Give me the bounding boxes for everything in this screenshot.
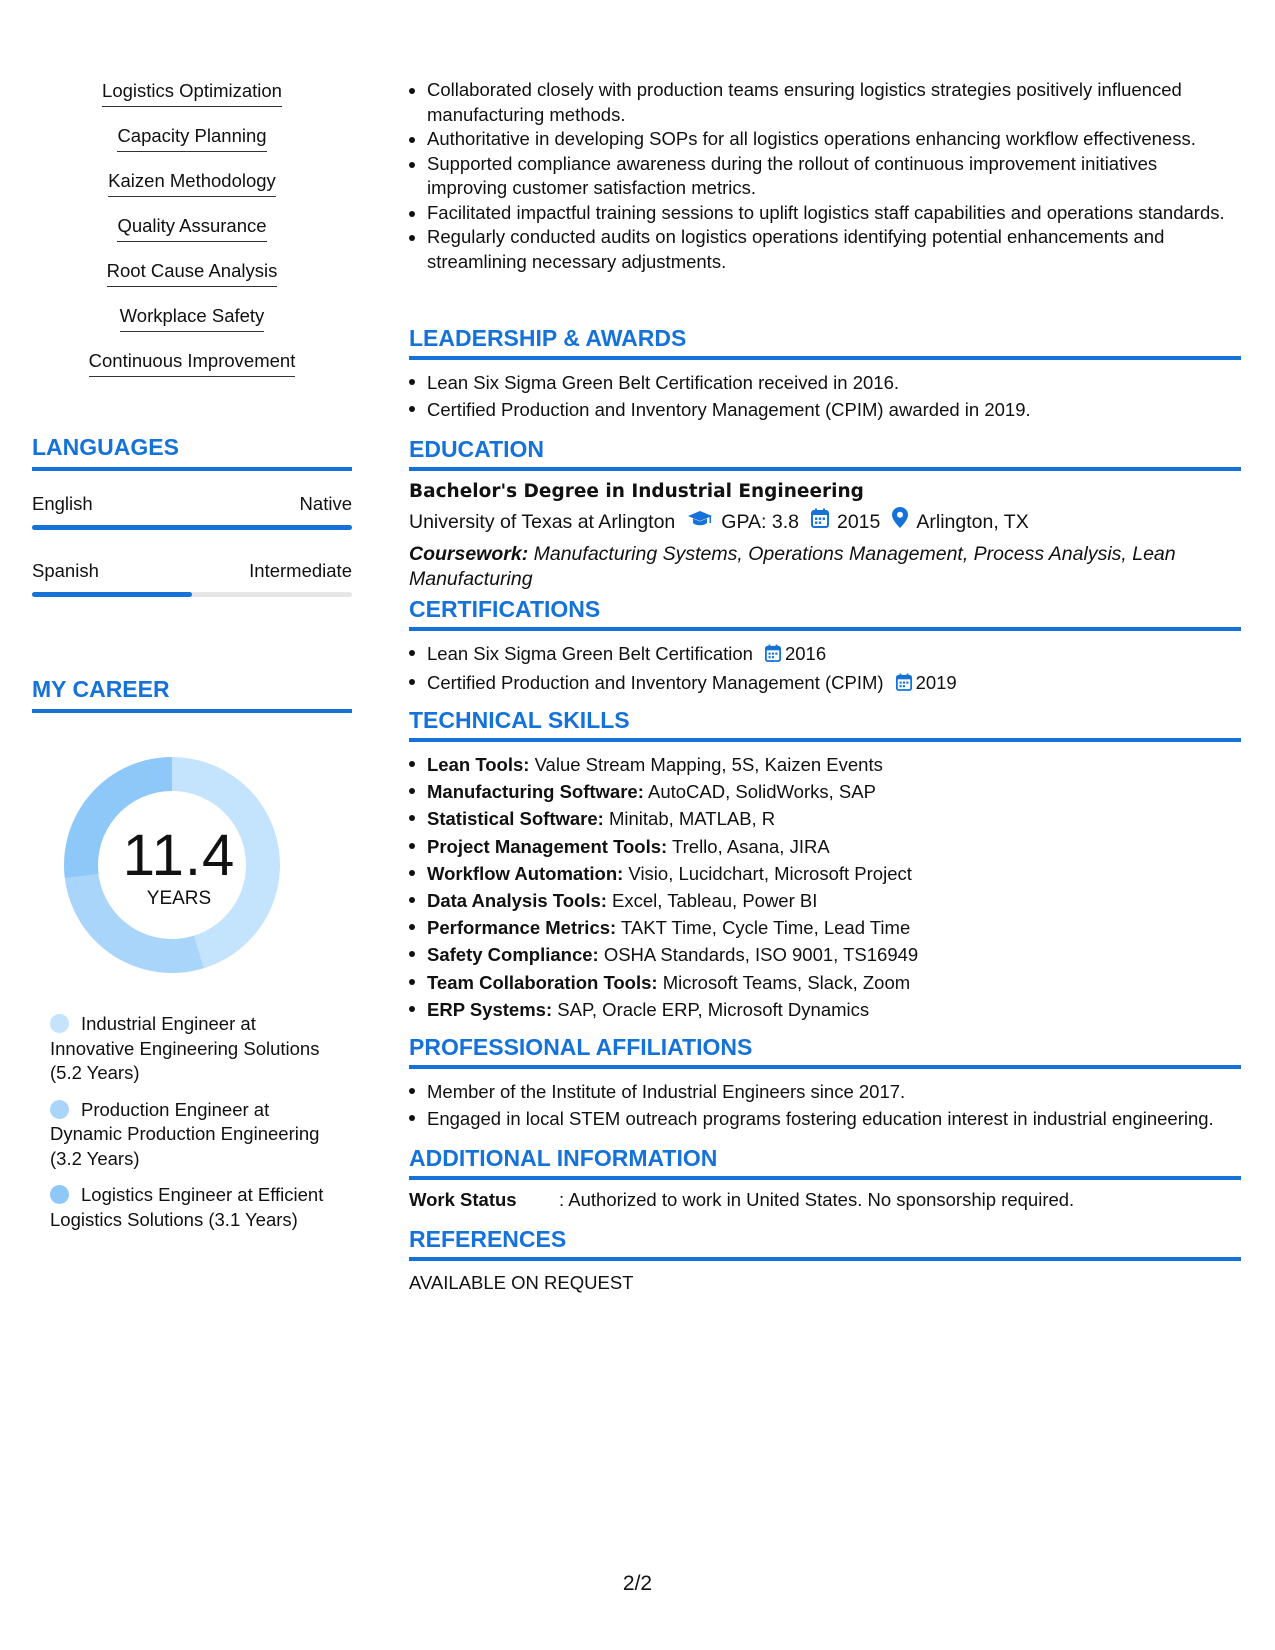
certification-item bbox=[409, 669, 1241, 698]
skill-label: Project Management Tools: bbox=[427, 835, 668, 857]
skill-label: ERP Systems: bbox=[427, 998, 553, 1020]
education-school: University of Texas at Arlington bbox=[409, 511, 676, 533]
technical-skill-item bbox=[409, 860, 1241, 887]
leadership-heading: LEADERSHIP & AWARDS bbox=[409, 325, 1241, 360]
language-name: English bbox=[32, 493, 93, 514]
skill-value: AutoCAD, SolidWorks, SAP bbox=[643, 781, 876, 803]
references-section bbox=[409, 1226, 1241, 1294]
experience-bullet: Collaborated closely with production teams ensuring logistics strategies positively influenced manufacturing methods. bbox=[409, 78, 1241, 127]
experience-bullet: Authoritative in developing SOPs for all logistics operations enhancing workflow effectiveness. bbox=[409, 127, 1241, 152]
skill-label: Data Analysis Tools: bbox=[427, 890, 607, 912]
career-item-text: Production Engineer at Dynamic Production Engineering (3.2 Years) bbox=[50, 1098, 320, 1169]
language-bar-fill bbox=[32, 525, 352, 530]
skill-tag: Continuous Improvement bbox=[89, 348, 296, 377]
certification-year: 2016 bbox=[784, 643, 827, 664]
career-total: 11.4 bbox=[122, 823, 236, 888]
career-unit: YEARS bbox=[146, 888, 212, 909]
skill-label: Performance Metrics: bbox=[427, 917, 617, 939]
education-coursework bbox=[409, 542, 1241, 591]
languages-heading: LANGUAGES bbox=[32, 434, 352, 471]
technical-skills-list bbox=[409, 751, 1241, 1023]
affiliation-item: Engaged in local STEM outreach programs fostering education interest in industrial engineering. bbox=[409, 1105, 1241, 1132]
experience-bullet: Supported compliance awareness during the rollout of continuous improvement initiatives improving customer satisfaction metrics. bbox=[409, 152, 1241, 201]
technical-skill-item bbox=[409, 833, 1241, 860]
coursework-text: Manufacturing Systems, Operations Management, Process Analysis, Lean Manufacturing bbox=[409, 543, 1176, 590]
calendar-icon bbox=[896, 671, 912, 698]
certification-name: Certified Production and Inventory Management (CPIM) bbox=[427, 672, 884, 693]
technical-skill-item bbox=[409, 996, 1241, 1023]
skill-tag: Kaizen Methodology bbox=[108, 168, 276, 197]
career-item bbox=[50, 1012, 340, 1086]
work-status-value: : Authorized to work in United States. No sponsorship required. bbox=[559, 1189, 1075, 1210]
graduation-cap-icon bbox=[687, 506, 713, 538]
language-bar bbox=[32, 592, 352, 597]
career-legend bbox=[50, 1012, 340, 1244]
technical-skill-item bbox=[409, 805, 1241, 832]
additional-info-section bbox=[409, 1145, 1241, 1211]
experience-bullets bbox=[409, 78, 1241, 274]
skills-panel bbox=[32, 78, 352, 393]
career-dot bbox=[50, 1185, 69, 1204]
additional-info-heading: ADDITIONAL INFORMATION bbox=[409, 1145, 1241, 1180]
career-dot bbox=[50, 1014, 69, 1033]
career-item bbox=[50, 1098, 340, 1172]
skill-value: TAKT Time, Cycle Time, Lead Time bbox=[616, 917, 911, 939]
skill-label: Workflow Automation: bbox=[427, 862, 624, 884]
map-pin-icon bbox=[892, 506, 908, 538]
skill-label: Team Collaboration Tools: bbox=[427, 971, 658, 993]
skill-value: Minitab, MATLAB, R bbox=[603, 808, 776, 830]
calendar-icon bbox=[811, 506, 829, 538]
affiliations-list bbox=[409, 1078, 1241, 1132]
career-item-text: Industrial Engineer at Innovative Engineering Solutions (5.2 Years) bbox=[50, 1013, 320, 1083]
calendar-icon bbox=[765, 642, 781, 669]
skill-value: OSHA Standards, ISO 9001, TS16949 bbox=[598, 944, 919, 966]
skill-label: Safety Compliance: bbox=[427, 944, 599, 966]
skill-tag: Logistics Optimization bbox=[102, 78, 282, 107]
certifications-section bbox=[409, 596, 1241, 698]
language-level: Intermediate bbox=[249, 560, 352, 581]
certification-year: 2019 bbox=[915, 672, 957, 693]
skill-label: Lean Tools: bbox=[427, 754, 530, 775]
education-details bbox=[409, 506, 1241, 538]
education-heading: EDUCATION bbox=[409, 436, 1241, 471]
technical-skill-item bbox=[409, 751, 1241, 778]
education-location: Arlington, TX bbox=[916, 511, 1029, 533]
language-name: Spanish bbox=[32, 560, 99, 581]
skill-label: Manufacturing Software: bbox=[427, 781, 644, 803]
skill-value: Microsoft Teams, Slack, Zoom bbox=[657, 971, 911, 993]
coursework-label: Coursework: bbox=[409, 543, 529, 565]
career-item bbox=[50, 1183, 340, 1232]
certifications-list bbox=[409, 640, 1241, 698]
language-row bbox=[32, 493, 352, 515]
skill-tag: Workplace Safety bbox=[120, 303, 265, 332]
languages-section bbox=[32, 434, 352, 597]
certifications-heading: CERTIFICATIONS bbox=[409, 596, 1241, 631]
technical-skill-item bbox=[409, 941, 1241, 968]
career-heading: MY CAREER bbox=[32, 676, 352, 713]
career-item-text: Logistics Engineer at Efficient Logistics Solutions (3.1 Years) bbox=[50, 1184, 324, 1230]
references-heading: REFERENCES bbox=[409, 1226, 1241, 1261]
skill-value: Visio, Lucidchart, Microsoft Project bbox=[623, 862, 912, 884]
education-degree: Bachelor's Degree in Industrial Engineering bbox=[409, 481, 864, 502]
affiliations-section bbox=[409, 1034, 1241, 1132]
career-section bbox=[32, 676, 352, 713]
technical-skills-section bbox=[409, 707, 1241, 1023]
career-dot bbox=[50, 1100, 69, 1119]
references-text: AVAILABLE ON REQUEST bbox=[409, 1272, 634, 1293]
education-year: 2015 bbox=[836, 511, 881, 533]
language-bar bbox=[32, 525, 352, 530]
work-status-row bbox=[409, 1189, 1241, 1211]
work-status-label: Work Status bbox=[409, 1189, 517, 1210]
page-number: 2/2 bbox=[622, 1572, 653, 1595]
affiliation-item: Member of the Institute of Industrial Engineers since 2017. bbox=[409, 1078, 1241, 1105]
leadership-section bbox=[409, 325, 1241, 423]
technical-skill-item bbox=[409, 778, 1241, 805]
skill-tag: Root Cause Analysis bbox=[107, 258, 278, 287]
technical-skill-item bbox=[409, 969, 1241, 996]
experience-bullet: Regularly conducted audits on logistics operations identifying potential enhancements and streamlining necessary adjustments. bbox=[409, 225, 1241, 274]
certification-item bbox=[409, 640, 1241, 669]
leadership-item: Lean Six Sigma Green Belt Certification received in 2016. bbox=[409, 369, 1241, 396]
education-gpa: GPA: 3.8 bbox=[721, 511, 799, 533]
experience-bullet: Facilitated impactful training sessions to uplift logistics staff capabilities and operations standards. bbox=[409, 201, 1241, 226]
language-bar-fill bbox=[32, 592, 192, 597]
career-donut-chart bbox=[32, 752, 352, 982]
affiliations-heading: PROFESSIONAL AFFILIATIONS bbox=[409, 1034, 1241, 1069]
technical-skill-item bbox=[409, 887, 1241, 914]
skill-tag: Quality Assurance bbox=[117, 213, 266, 242]
skill-value: Trello, Asana, JIRA bbox=[667, 835, 830, 857]
skill-value: SAP, Oracle ERP, Microsoft Dynamics bbox=[552, 998, 870, 1020]
skill-tag: Capacity Planning bbox=[117, 123, 266, 152]
skills-list bbox=[32, 78, 352, 393]
skill-value: Value Stream Mapping, 5S, Kaizen Events bbox=[529, 754, 883, 775]
skill-label: Statistical Software: bbox=[427, 808, 604, 830]
certification-name: Lean Six Sigma Green Belt Certification bbox=[427, 643, 753, 664]
language-level: Native bbox=[299, 493, 352, 514]
experience-continued bbox=[409, 78, 1241, 274]
education-section bbox=[409, 436, 1241, 591]
skill-value: Excel, Tableau, Power BI bbox=[606, 890, 818, 912]
technical-skill-item bbox=[409, 914, 1241, 941]
language-row bbox=[32, 560, 352, 582]
leadership-item: Certified Production and Inventory Management (CPIM) awarded in 2019. bbox=[409, 396, 1241, 423]
technical-skills-heading: TECHNICAL SKILLS bbox=[409, 707, 1241, 742]
leadership-list bbox=[409, 369, 1241, 423]
